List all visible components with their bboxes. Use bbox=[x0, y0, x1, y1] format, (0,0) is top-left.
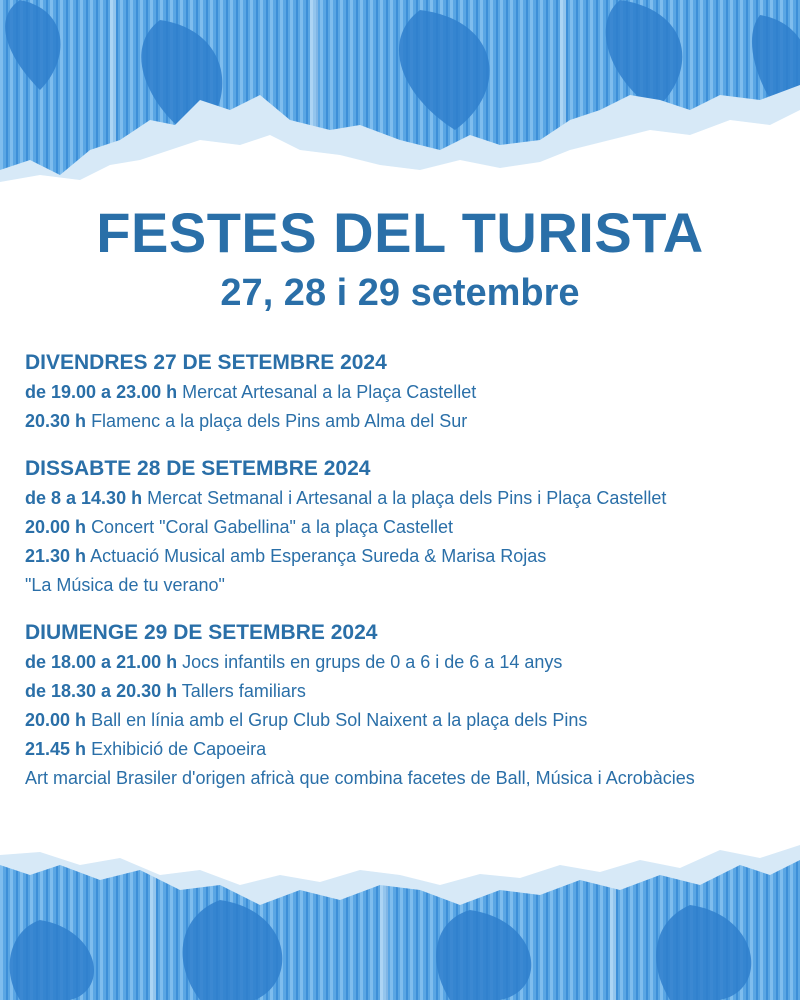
event-time: de 8 a 14.30 h bbox=[25, 488, 143, 508]
event-time: 20.00 h bbox=[25, 710, 87, 730]
event-title: FESTES DEL TURISTA bbox=[96, 201, 704, 264]
event-description: Exhibició de Capoeira bbox=[91, 739, 267, 759]
event-description: Mercat Setmanal i Artesanal a la plaça dels Pins i Plaça Castellet bbox=[147, 488, 667, 508]
day-saturday bbox=[25, 454, 785, 600]
day-heading: DIUMENGE 29 DE SETEMBRE 2024 bbox=[25, 621, 378, 644]
event-time: 21.45 h bbox=[25, 739, 87, 759]
event-item bbox=[25, 542, 785, 571]
event-time: de 19.00 a 23.00 h bbox=[25, 382, 178, 402]
day-friday bbox=[25, 348, 785, 436]
event-description: Mercat Artesanal a la Plaça Castellet bbox=[182, 382, 477, 402]
event-time: 20.30 h bbox=[25, 411, 87, 431]
event-time: 21.30 h bbox=[25, 546, 87, 566]
event-time: de 18.30 a 20.30 h bbox=[25, 681, 178, 701]
event-note: "La Música de tu verano" bbox=[25, 575, 225, 595]
event-item bbox=[25, 735, 785, 764]
event-time: 20.00 h bbox=[25, 517, 87, 537]
event-item bbox=[25, 513, 785, 542]
event-description: Flamenc a la plaça dels Pins amb Alma del Sur bbox=[91, 411, 468, 431]
event-description: Jocs infantils en grups de 0 a 6 i de 6 a 14 anys bbox=[182, 652, 563, 672]
event-item bbox=[25, 706, 785, 735]
event-description: Concert "Coral Gabellina" a la plaça Castellet bbox=[91, 517, 454, 537]
event-description: Tallers familiars bbox=[181, 681, 306, 701]
bottom-ikat-pattern bbox=[0, 830, 800, 1000]
event-item bbox=[25, 378, 785, 407]
event-item bbox=[25, 648, 785, 677]
event-note: Art marcial Brasiler d'origen africà que combina facetes de Ball, Música i Acrobàcies bbox=[25, 768, 695, 788]
top-ikat-pattern bbox=[0, 0, 800, 200]
event-description: Ball en línia amb el Grup Club Sol Naixent a la plaça dels Pins bbox=[91, 710, 588, 730]
event-item bbox=[25, 677, 785, 706]
event-item bbox=[25, 484, 785, 513]
event-dates: 27, 28 i 29 setembre bbox=[220, 272, 580, 314]
day-sunday bbox=[25, 618, 785, 793]
day-heading: DIVENDRES 27 DE SETEMBRE 2024 bbox=[25, 351, 387, 374]
event-item bbox=[25, 407, 785, 436]
event-description: Actuació Musical amb Esperança Sureda & Marisa Rojas bbox=[90, 546, 547, 566]
day-heading: DISSABTE 28 DE SETEMBRE 2024 bbox=[25, 457, 371, 480]
schedule bbox=[25, 348, 785, 811]
event-time: de 18.00 a 21.00 h bbox=[25, 652, 178, 672]
